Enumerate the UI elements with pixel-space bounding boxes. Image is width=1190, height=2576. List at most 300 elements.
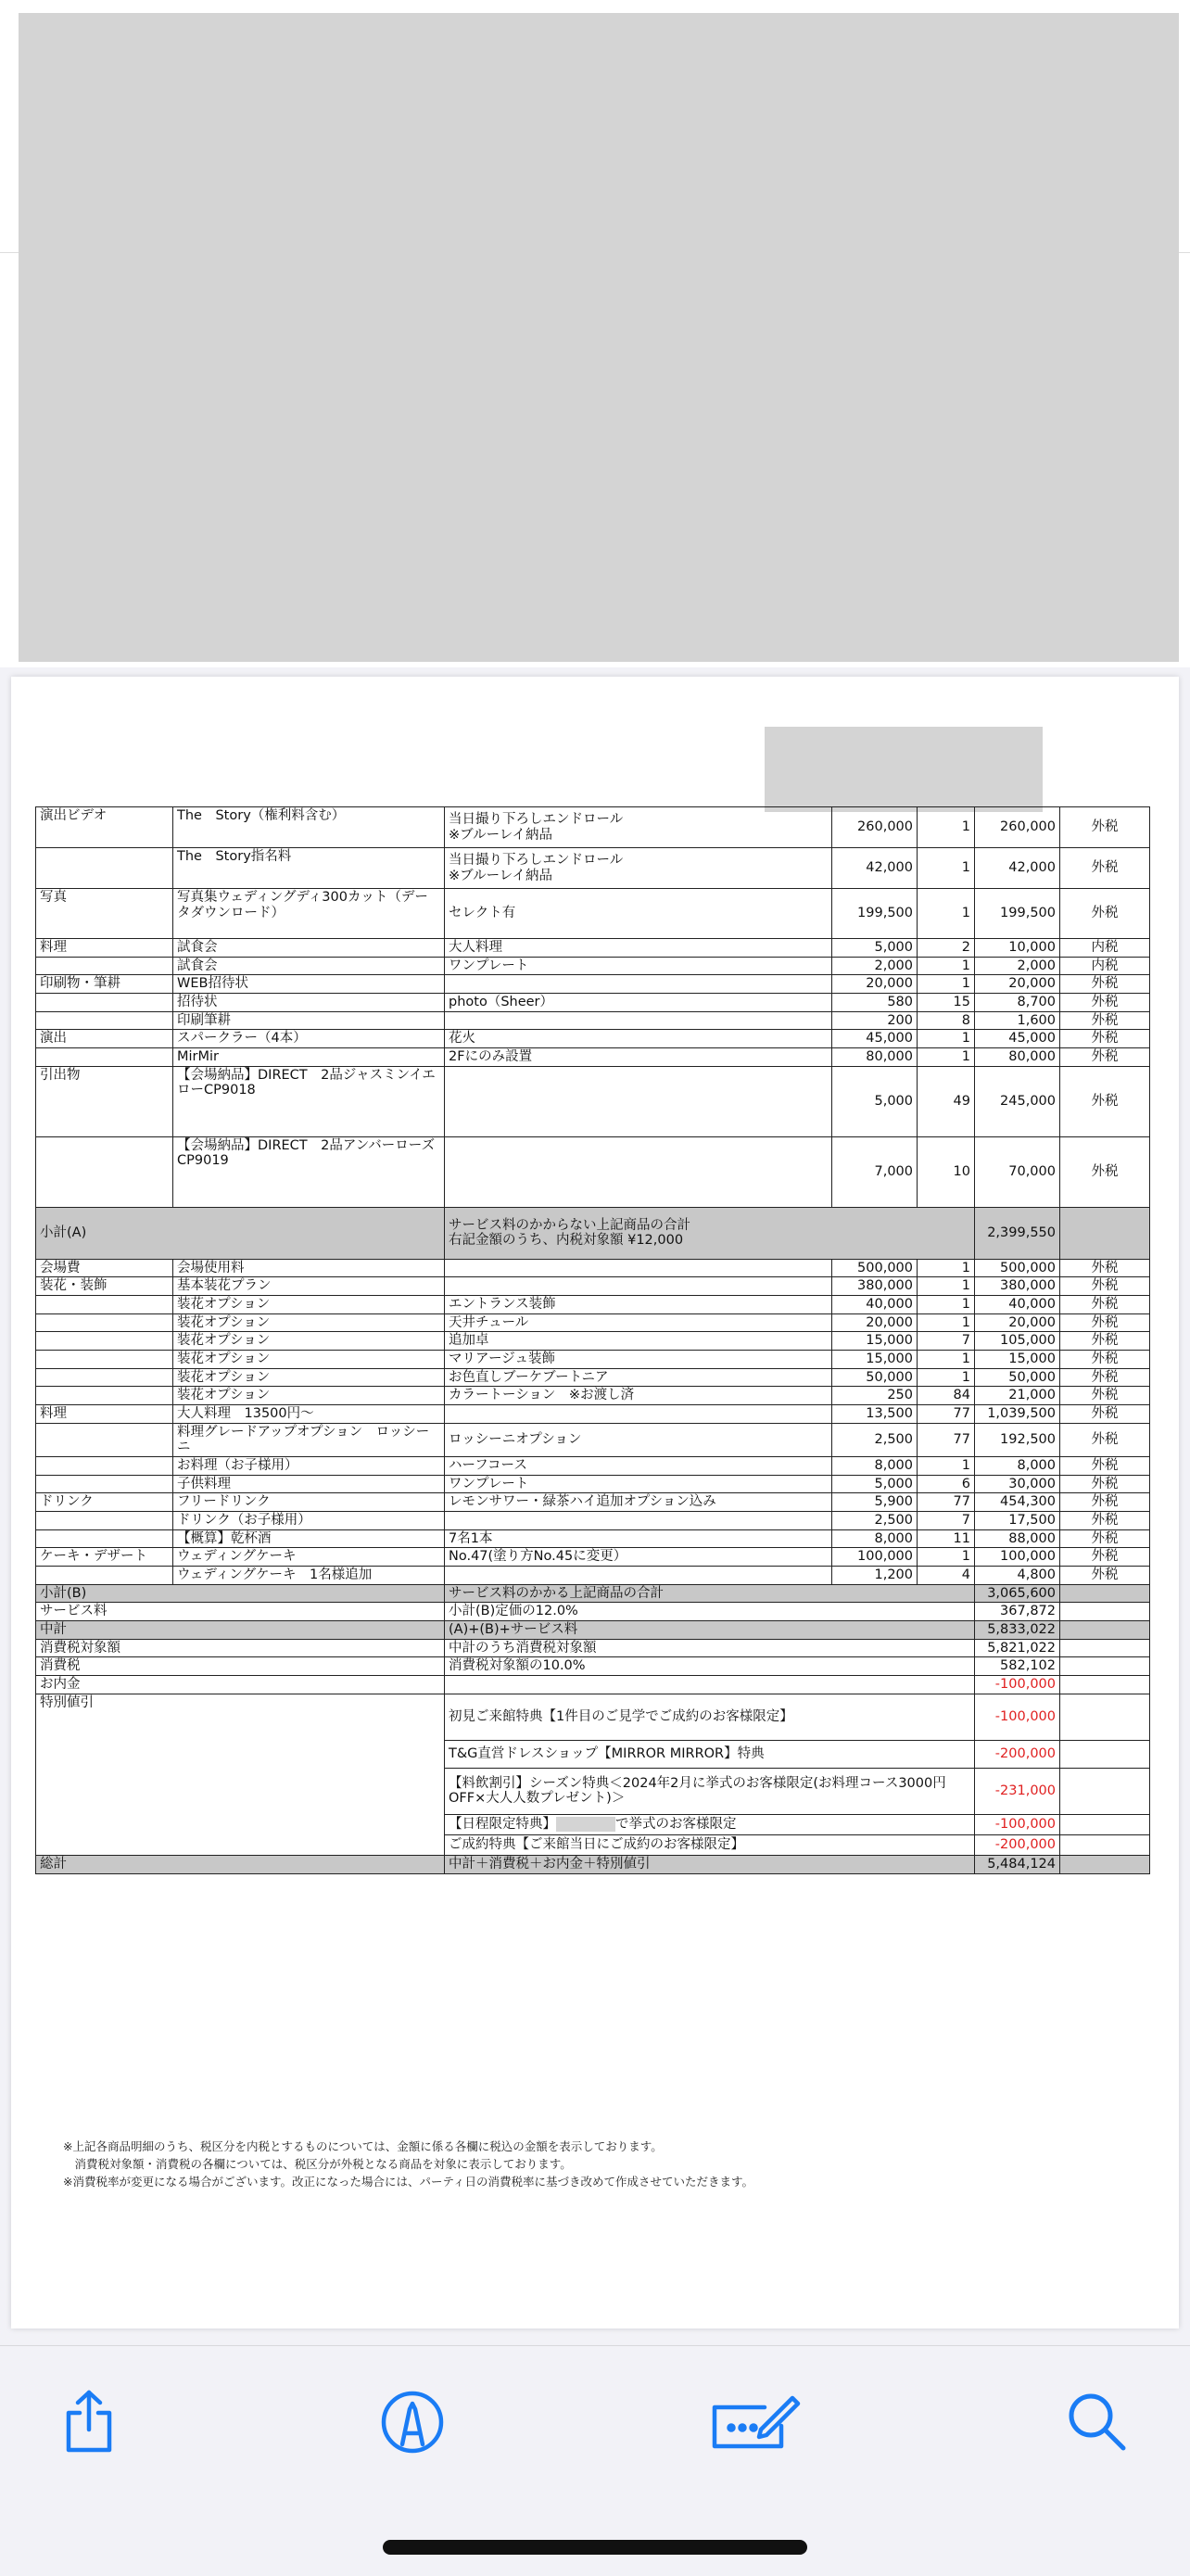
table-row bbox=[36, 1277, 1150, 1296]
total-note: 中計＋消費税＋お内金＋特別値引 bbox=[445, 1855, 975, 1873]
total-amount: 5,484,124 bbox=[975, 1855, 1060, 1873]
item-cell: 料理グレードアップオプション ロッシーニ bbox=[173, 1423, 445, 1456]
table-row bbox=[36, 1548, 1150, 1567]
quantity-cell: 77 bbox=[918, 1493, 975, 1512]
search-icon bbox=[1066, 2391, 1129, 2454]
summary-amount: -100,000 bbox=[975, 1676, 1060, 1694]
quantity-cell: 7 bbox=[918, 1512, 975, 1530]
discount-note: 【料飲割引】シーズン特典＜2024年2月に挙式のお客様限定(お料理コース3000円OFF×大人人数プレゼント)＞ bbox=[445, 1768, 975, 1814]
amount-cell: 30,000 bbox=[975, 1475, 1060, 1493]
note-cell bbox=[445, 1066, 832, 1136]
amount-cell: 8,700 bbox=[975, 994, 1060, 1012]
item-cell: 装花オプション bbox=[173, 1313, 445, 1332]
quantity-cell: 1 bbox=[918, 848, 975, 889]
table-row bbox=[36, 975, 1150, 994]
amount-cell: 17,500 bbox=[975, 1512, 1060, 1530]
item-cell: 装花オプション bbox=[173, 1332, 445, 1351]
note-cell: ロッシーニオプション bbox=[445, 1423, 832, 1456]
quantity-cell: 49 bbox=[918, 1066, 975, 1136]
empty-cell bbox=[1060, 1603, 1150, 1621]
table-row bbox=[36, 1457, 1150, 1476]
note-cell: 天井チュール bbox=[445, 1313, 832, 1332]
table-row bbox=[36, 1512, 1150, 1530]
amount-cell: 20,000 bbox=[975, 1313, 1060, 1332]
item-cell: フリードリンク bbox=[173, 1493, 445, 1512]
category-cell: 印刷物・筆耕 bbox=[36, 975, 173, 994]
discount-note-prefix: 【日程限定特典】 bbox=[449, 1816, 556, 1832]
discount-row bbox=[36, 1694, 1150, 1740]
estimate-table bbox=[35, 806, 1150, 1874]
table-row bbox=[36, 848, 1150, 889]
discount-amount: -200,000 bbox=[975, 1834, 1060, 1855]
table-row bbox=[36, 994, 1150, 1012]
unit-price-cell: 7,000 bbox=[832, 1136, 918, 1207]
category-cell bbox=[36, 1567, 173, 1585]
tax-type-cell: 内税 bbox=[1060, 957, 1150, 975]
discount-note: 初見ご来館特典【1件目のご見学でご成約のお客様限定】 bbox=[445, 1694, 975, 1740]
discount-amount: -100,000 bbox=[975, 1694, 1060, 1740]
search-button[interactable] bbox=[1060, 2385, 1134, 2459]
category-cell bbox=[36, 994, 173, 1012]
footnote: 消費税対象額・消費税の各欄については、税区分が外税となる商品を対象に表示しております。 bbox=[63, 2157, 572, 2171]
amount-cell: 192,500 bbox=[975, 1423, 1060, 1456]
quantity-cell: 1 bbox=[918, 889, 975, 939]
note-cell bbox=[445, 1277, 832, 1296]
amount-cell: 50,000 bbox=[975, 1368, 1060, 1387]
item-cell: 装花オプション bbox=[173, 1296, 445, 1314]
table-row bbox=[36, 1405, 1150, 1424]
category-cell bbox=[36, 1332, 173, 1351]
quantity-cell: 1 bbox=[918, 1030, 975, 1048]
unit-price-cell: 45,000 bbox=[832, 1030, 918, 1048]
unit-price-cell: 8,000 bbox=[832, 1529, 918, 1548]
table-row bbox=[36, 1048, 1150, 1067]
tax-type-cell: 外税 bbox=[1060, 1493, 1150, 1512]
category-cell bbox=[36, 1457, 173, 1476]
summary-label: 消費税対象額 bbox=[36, 1639, 445, 1657]
summary-label: 小計(B) bbox=[36, 1584, 445, 1603]
item-cell: 【会場納品】DIRECT 2品アンバーローズCP9019 bbox=[173, 1136, 445, 1207]
category-cell: ドリンク bbox=[36, 1493, 173, 1512]
table-row bbox=[36, 1493, 1150, 1512]
table-row bbox=[36, 939, 1150, 958]
category-cell bbox=[36, 1136, 173, 1207]
item-cell: 招待状 bbox=[173, 994, 445, 1012]
empty-cell bbox=[1060, 1657, 1150, 1676]
quantity-cell: 1 bbox=[918, 1277, 975, 1296]
item-cell: お料理（お子様用） bbox=[173, 1457, 445, 1476]
footnotes bbox=[63, 2138, 753, 2190]
amount-cell: 20,000 bbox=[975, 975, 1060, 994]
document-page bbox=[11, 677, 1179, 2329]
discount-amount: -200,000 bbox=[975, 1740, 1060, 1768]
redacted-area bbox=[19, 13, 1179, 662]
empty-cell bbox=[1060, 1814, 1150, 1834]
category-cell bbox=[36, 1313, 173, 1332]
summary-row bbox=[36, 1639, 1150, 1657]
discount-note-suffix: で挙式のお客様限定 bbox=[615, 1816, 737, 1832]
tax-type-cell: 外税 bbox=[1060, 1259, 1150, 1277]
unit-price-cell: 15,000 bbox=[832, 1332, 918, 1351]
tax-type-cell: 外税 bbox=[1060, 1277, 1150, 1296]
item-cell: 装花オプション bbox=[173, 1351, 445, 1369]
unit-price-cell: 380,000 bbox=[832, 1277, 918, 1296]
quantity-cell: 2 bbox=[918, 939, 975, 958]
unit-price-cell: 2,500 bbox=[832, 1512, 918, 1530]
item-cell: The Story（権利料含む） bbox=[173, 807, 445, 848]
tax-type-cell: 外税 bbox=[1060, 1529, 1150, 1548]
quantity-cell: 8 bbox=[918, 1011, 975, 1030]
empty-cell bbox=[1060, 1740, 1150, 1768]
table-row bbox=[36, 889, 1150, 939]
markup-icon bbox=[379, 2389, 446, 2455]
item-cell: 大人料理 13500円～ bbox=[173, 1405, 445, 1424]
category-cell bbox=[36, 1351, 173, 1369]
unit-price-cell: 8,000 bbox=[832, 1457, 918, 1476]
unit-price-cell: 15,000 bbox=[832, 1351, 918, 1369]
tax-type-cell: 外税 bbox=[1060, 1423, 1150, 1456]
empty-cell bbox=[1060, 1207, 1150, 1259]
amount-cell: 2,000 bbox=[975, 957, 1060, 975]
item-cell: 装花オプション bbox=[173, 1368, 445, 1387]
note-cell: レモンサワー・緑茶ハイ追加オプション込み bbox=[445, 1493, 832, 1512]
table-row bbox=[36, 1423, 1150, 1456]
summary-label: 中計 bbox=[36, 1621, 445, 1640]
amount-cell: 40,000 bbox=[975, 1296, 1060, 1314]
category-cell bbox=[36, 848, 173, 889]
unit-price-cell: 200 bbox=[832, 1011, 918, 1030]
discount-amount: -100,000 bbox=[975, 1814, 1060, 1834]
table-row bbox=[36, 1011, 1150, 1030]
summary-note: 中計のうち消費税対象額 bbox=[445, 1639, 975, 1657]
note-cell: ワンプレート bbox=[445, 1475, 832, 1493]
category-cell bbox=[36, 1475, 173, 1493]
note-cell: 当日撮り下ろしエンドロール ※ブルーレイ納品 bbox=[445, 807, 832, 848]
amount-cell: 105,000 bbox=[975, 1332, 1060, 1351]
tax-type-cell: 外税 bbox=[1060, 1011, 1150, 1030]
discount-note bbox=[445, 1814, 975, 1834]
unit-price-cell: 80,000 bbox=[832, 1048, 918, 1067]
tax-type-cell: 外税 bbox=[1060, 848, 1150, 889]
summary-note: 消費税対象額の10.0% bbox=[445, 1657, 975, 1676]
item-cell: 試食会 bbox=[173, 957, 445, 975]
unit-price-cell: 5,000 bbox=[832, 1475, 918, 1493]
tax-type-cell: 外税 bbox=[1060, 1457, 1150, 1476]
amount-cell: 380,000 bbox=[975, 1277, 1060, 1296]
table-row bbox=[36, 1475, 1150, 1493]
category-cell bbox=[36, 1296, 173, 1314]
summary-amount: 582,102 bbox=[975, 1657, 1060, 1676]
note-cell: カラートーション ※お渡し済 bbox=[445, 1387, 832, 1405]
table-row bbox=[36, 1313, 1150, 1332]
table-row bbox=[36, 1296, 1150, 1314]
summary-row bbox=[36, 1676, 1150, 1694]
quantity-cell: 1 bbox=[918, 1548, 975, 1567]
tax-type-cell: 外税 bbox=[1060, 1548, 1150, 1567]
summary-note: 小計(B)定価の12.0% bbox=[445, 1603, 975, 1621]
item-cell: 子供料理 bbox=[173, 1475, 445, 1493]
tax-type-cell: 内税 bbox=[1060, 939, 1150, 958]
item-cell: ウェディングケーキ 1名様追加 bbox=[173, 1567, 445, 1585]
quantity-cell: 4 bbox=[918, 1567, 975, 1585]
unit-price-cell: 5,000 bbox=[832, 1066, 918, 1136]
table-row bbox=[36, 1351, 1150, 1369]
note-cell bbox=[445, 1136, 832, 1207]
empty-cell bbox=[1060, 1584, 1150, 1603]
quantity-cell: 1 bbox=[918, 1351, 975, 1369]
table-row bbox=[36, 1567, 1150, 1585]
amount-cell: 1,039,500 bbox=[975, 1405, 1060, 1424]
item-cell: 【概算】乾杯酒 bbox=[173, 1529, 445, 1548]
category-cell: 写真 bbox=[36, 889, 173, 939]
subtotal-label: 小計(A) bbox=[36, 1207, 445, 1259]
amount-cell: 4,800 bbox=[975, 1567, 1060, 1585]
item-cell: 基本装花プラン bbox=[173, 1277, 445, 1296]
summary-label: サービス料 bbox=[36, 1603, 445, 1621]
note-cell: 大人料理 bbox=[445, 939, 832, 958]
table-row bbox=[36, 1066, 1150, 1136]
empty-cell bbox=[1060, 1855, 1150, 1873]
note-cell: 花火 bbox=[445, 1030, 832, 1048]
tax-type-cell: 外税 bbox=[1060, 1512, 1150, 1530]
footnote: ※消費税率が変更になる場合がございます。改正になった場合には、パーティ日の消費税率に基づき改めて作成させていただきます。 bbox=[63, 2175, 753, 2189]
amount-cell: 15,000 bbox=[975, 1351, 1060, 1369]
summary-note bbox=[445, 1676, 975, 1694]
note-cell bbox=[445, 1512, 832, 1530]
empty-cell bbox=[1060, 1621, 1150, 1640]
item-cell: MirMir bbox=[173, 1048, 445, 1067]
amount-cell: 45,000 bbox=[975, 1030, 1060, 1048]
empty-cell bbox=[1060, 1834, 1150, 1855]
tax-type-cell: 外税 bbox=[1060, 1332, 1150, 1351]
discount-amount: -231,000 bbox=[975, 1768, 1060, 1814]
unit-price-cell: 199,500 bbox=[832, 889, 918, 939]
tax-type-cell: 外税 bbox=[1060, 889, 1150, 939]
category-cell: 引出物 bbox=[36, 1066, 173, 1136]
category-cell: 演出ビデオ bbox=[36, 807, 173, 848]
summary-amount: 5,833,022 bbox=[975, 1621, 1060, 1640]
amount-cell: 70,000 bbox=[975, 1136, 1060, 1207]
amount-cell: 8,000 bbox=[975, 1457, 1060, 1476]
category-cell bbox=[36, 957, 173, 975]
unit-price-cell: 250 bbox=[832, 1387, 918, 1405]
note-cell: エントランス装飾 bbox=[445, 1296, 832, 1314]
empty-cell bbox=[1060, 1694, 1150, 1740]
amount-cell: 500,000 bbox=[975, 1259, 1060, 1277]
quantity-cell: 1 bbox=[918, 1313, 975, 1332]
quantity-cell: 1 bbox=[918, 1296, 975, 1314]
unit-price-cell: 50,000 bbox=[832, 1368, 918, 1387]
quantity-cell: 1 bbox=[918, 1457, 975, 1476]
tax-type-cell: 外税 bbox=[1060, 1030, 1150, 1048]
discount-note: T&G直営ドレスショップ【MIRROR MIRROR】特典 bbox=[445, 1740, 975, 1768]
unit-price-cell: 5,000 bbox=[832, 939, 918, 958]
unit-price-cell: 20,000 bbox=[832, 975, 918, 994]
note-cell bbox=[445, 1259, 832, 1277]
amount-cell: 100,000 bbox=[975, 1548, 1060, 1567]
unit-price-cell: 2,500 bbox=[832, 1423, 918, 1456]
tax-type-cell: 外税 bbox=[1060, 1066, 1150, 1136]
amount-cell: 88,000 bbox=[975, 1529, 1060, 1548]
share-icon bbox=[59, 2389, 119, 2455]
item-cell: ドリンク（お子様用） bbox=[173, 1512, 445, 1530]
note-cell bbox=[445, 1405, 832, 1424]
item-cell: 装花オプション bbox=[173, 1387, 445, 1405]
table-row bbox=[36, 1368, 1150, 1387]
unit-price-cell: 1,200 bbox=[832, 1567, 918, 1585]
category-cell: 装花・装飾 bbox=[36, 1277, 173, 1296]
note-cell bbox=[445, 1011, 832, 1030]
table-row bbox=[36, 1529, 1150, 1548]
quantity-cell: 1 bbox=[918, 1048, 975, 1067]
summary-row bbox=[36, 1657, 1150, 1676]
quantity-cell: 6 bbox=[918, 1475, 975, 1493]
item-cell: 印刷筆耕 bbox=[173, 1011, 445, 1030]
note-cell: ワンプレート bbox=[445, 957, 832, 975]
subtotal-a-row bbox=[36, 1207, 1150, 1259]
tax-type-cell: 外税 bbox=[1060, 1351, 1150, 1369]
empty-cell bbox=[1060, 1768, 1150, 1814]
previous-page bbox=[0, 0, 1190, 667]
item-cell: スパークラー（4本） bbox=[173, 1030, 445, 1048]
note-cell bbox=[445, 1567, 832, 1585]
category-cell bbox=[36, 1048, 173, 1067]
unit-price-cell: 2,000 bbox=[832, 957, 918, 975]
summary-amount: 3,065,600 bbox=[975, 1584, 1060, 1603]
footnote: ※上記各商品明細のうち、税区分を内税とするものについては、金額に係る各欄に税込の金額を表示しております。 bbox=[63, 2139, 663, 2153]
summary-amount: 367,872 bbox=[975, 1603, 1060, 1621]
quantity-cell: 15 bbox=[918, 994, 975, 1012]
tax-type-cell: 外税 bbox=[1060, 1475, 1150, 1493]
category-cell bbox=[36, 1512, 173, 1530]
tax-type-cell: 外税 bbox=[1060, 1368, 1150, 1387]
amount-cell: 260,000 bbox=[975, 807, 1060, 848]
category-cell bbox=[36, 1368, 173, 1387]
note-cell: 2Fにのみ設置 bbox=[445, 1048, 832, 1067]
note-cell: 7名1本 bbox=[445, 1529, 832, 1548]
category-cell: 演出 bbox=[36, 1030, 173, 1048]
total-label: 総計 bbox=[36, 1855, 445, 1873]
table-row bbox=[36, 1387, 1150, 1405]
unit-price-cell: 260,000 bbox=[832, 807, 918, 848]
discount-note: ご成約特典【ご来館当日にご成約のお客様限定】 bbox=[445, 1834, 975, 1855]
tax-type-cell: 外税 bbox=[1060, 1313, 1150, 1332]
category-cell: 料理 bbox=[36, 939, 173, 958]
unit-price-cell: 580 bbox=[832, 994, 918, 1012]
share-button[interactable] bbox=[52, 2385, 126, 2459]
summary-note: サービス料のかかる上記商品の合計 bbox=[445, 1584, 975, 1603]
unit-price-cell: 5,900 bbox=[832, 1493, 918, 1512]
quantity-cell: 1 bbox=[918, 957, 975, 975]
grand-total-row bbox=[36, 1855, 1150, 1873]
amount-cell: 245,000 bbox=[975, 1066, 1060, 1136]
table-row bbox=[36, 1259, 1150, 1277]
quantity-cell: 84 bbox=[918, 1387, 975, 1405]
quantity-cell: 11 bbox=[918, 1529, 975, 1548]
note-cell bbox=[445, 975, 832, 994]
item-cell: The Story指名料 bbox=[173, 848, 445, 889]
tax-type-cell: 外税 bbox=[1060, 1567, 1150, 1585]
unit-price-cell: 500,000 bbox=[832, 1259, 918, 1277]
quantity-cell: 10 bbox=[918, 1136, 975, 1207]
amount-cell: 199,500 bbox=[975, 889, 1060, 939]
note-cell: photo（Sheer） bbox=[445, 994, 832, 1012]
note-cell: No.47(塗り方No.45に変更） bbox=[445, 1548, 832, 1567]
redacted-area bbox=[765, 727, 1043, 812]
category-cell bbox=[36, 1011, 173, 1030]
table-row bbox=[36, 1030, 1150, 1048]
subtotal-note: サービス料のかからない上記商品の合計 右記金額のうち、内税対象額 ¥12,000 bbox=[445, 1207, 975, 1259]
category-cell: 料理 bbox=[36, 1405, 173, 1424]
summary-row bbox=[36, 1584, 1150, 1603]
table-row bbox=[36, 957, 1150, 975]
summary-row bbox=[36, 1621, 1150, 1640]
table-row bbox=[36, 1136, 1150, 1207]
item-cell: 【会場納品】DIRECT 2品ジャスミンイエローCP9018 bbox=[173, 1066, 445, 1136]
note-cell: お色直しブーケブートニア bbox=[445, 1368, 832, 1387]
unit-price-cell: 13,500 bbox=[832, 1405, 918, 1424]
note-cell: ハーフコース bbox=[445, 1457, 832, 1476]
unit-price-cell: 100,000 bbox=[832, 1548, 918, 1567]
tax-type-cell: 外税 bbox=[1060, 994, 1150, 1012]
summary-amount: 5,821,022 bbox=[975, 1639, 1060, 1657]
tax-type-cell: 外税 bbox=[1060, 1136, 1150, 1207]
tax-type-cell: 外税 bbox=[1060, 975, 1150, 994]
discount-label: 特別値引 bbox=[36, 1694, 445, 1855]
amount-cell: 80,000 bbox=[975, 1048, 1060, 1067]
quantity-cell: 7 bbox=[918, 1332, 975, 1351]
note-cell: マリアージュ装飾 bbox=[445, 1351, 832, 1369]
tax-type-cell: 外税 bbox=[1060, 1048, 1150, 1067]
unit-price-cell: 42,000 bbox=[832, 848, 918, 889]
empty-cell bbox=[1060, 1639, 1150, 1657]
summary-row bbox=[36, 1603, 1150, 1621]
note-cell: 追加卓 bbox=[445, 1332, 832, 1351]
category-cell: ケーキ・デザート bbox=[36, 1548, 173, 1567]
note-cell: セレクト有 bbox=[445, 889, 832, 939]
table-row bbox=[36, 807, 1150, 848]
table-row bbox=[36, 1332, 1150, 1351]
signature-button[interactable] bbox=[704, 2385, 806, 2459]
amount-cell: 42,000 bbox=[975, 848, 1060, 889]
amount-cell: 10,000 bbox=[975, 939, 1060, 958]
tax-type-cell: 外税 bbox=[1060, 1405, 1150, 1424]
subtotal-amount: 2,399,550 bbox=[975, 1207, 1060, 1259]
tax-type-cell: 外税 bbox=[1060, 807, 1150, 848]
item-cell: ウェディングケーキ bbox=[173, 1548, 445, 1567]
amount-cell: 21,000 bbox=[975, 1387, 1060, 1405]
home-indicator bbox=[383, 2540, 807, 2555]
quantity-cell: 1 bbox=[918, 807, 975, 848]
item-cell: 試食会 bbox=[173, 939, 445, 958]
summary-label: お内金 bbox=[36, 1676, 445, 1694]
note-cell: 当日撮り下ろしエンドロール ※ブルーレイ納品 bbox=[445, 848, 832, 889]
unit-price-cell: 40,000 bbox=[832, 1296, 918, 1314]
quantity-cell: 1 bbox=[918, 975, 975, 994]
redacted-date bbox=[556, 1817, 615, 1832]
markup-button[interactable] bbox=[375, 2385, 449, 2459]
quantity-cell: 1 bbox=[918, 1368, 975, 1387]
summary-label: 消費税 bbox=[36, 1657, 445, 1676]
quantity-cell: 77 bbox=[918, 1405, 975, 1424]
category-cell: 会場費 bbox=[36, 1259, 173, 1277]
category-cell bbox=[36, 1423, 173, 1456]
quantity-cell: 77 bbox=[918, 1423, 975, 1456]
unit-price-cell: 20,000 bbox=[832, 1313, 918, 1332]
item-cell: 会場使用料 bbox=[173, 1259, 445, 1277]
signature-icon bbox=[707, 2392, 804, 2452]
item-cell: 写真集ウェディングディ300カット（データダウンロード） bbox=[173, 889, 445, 939]
